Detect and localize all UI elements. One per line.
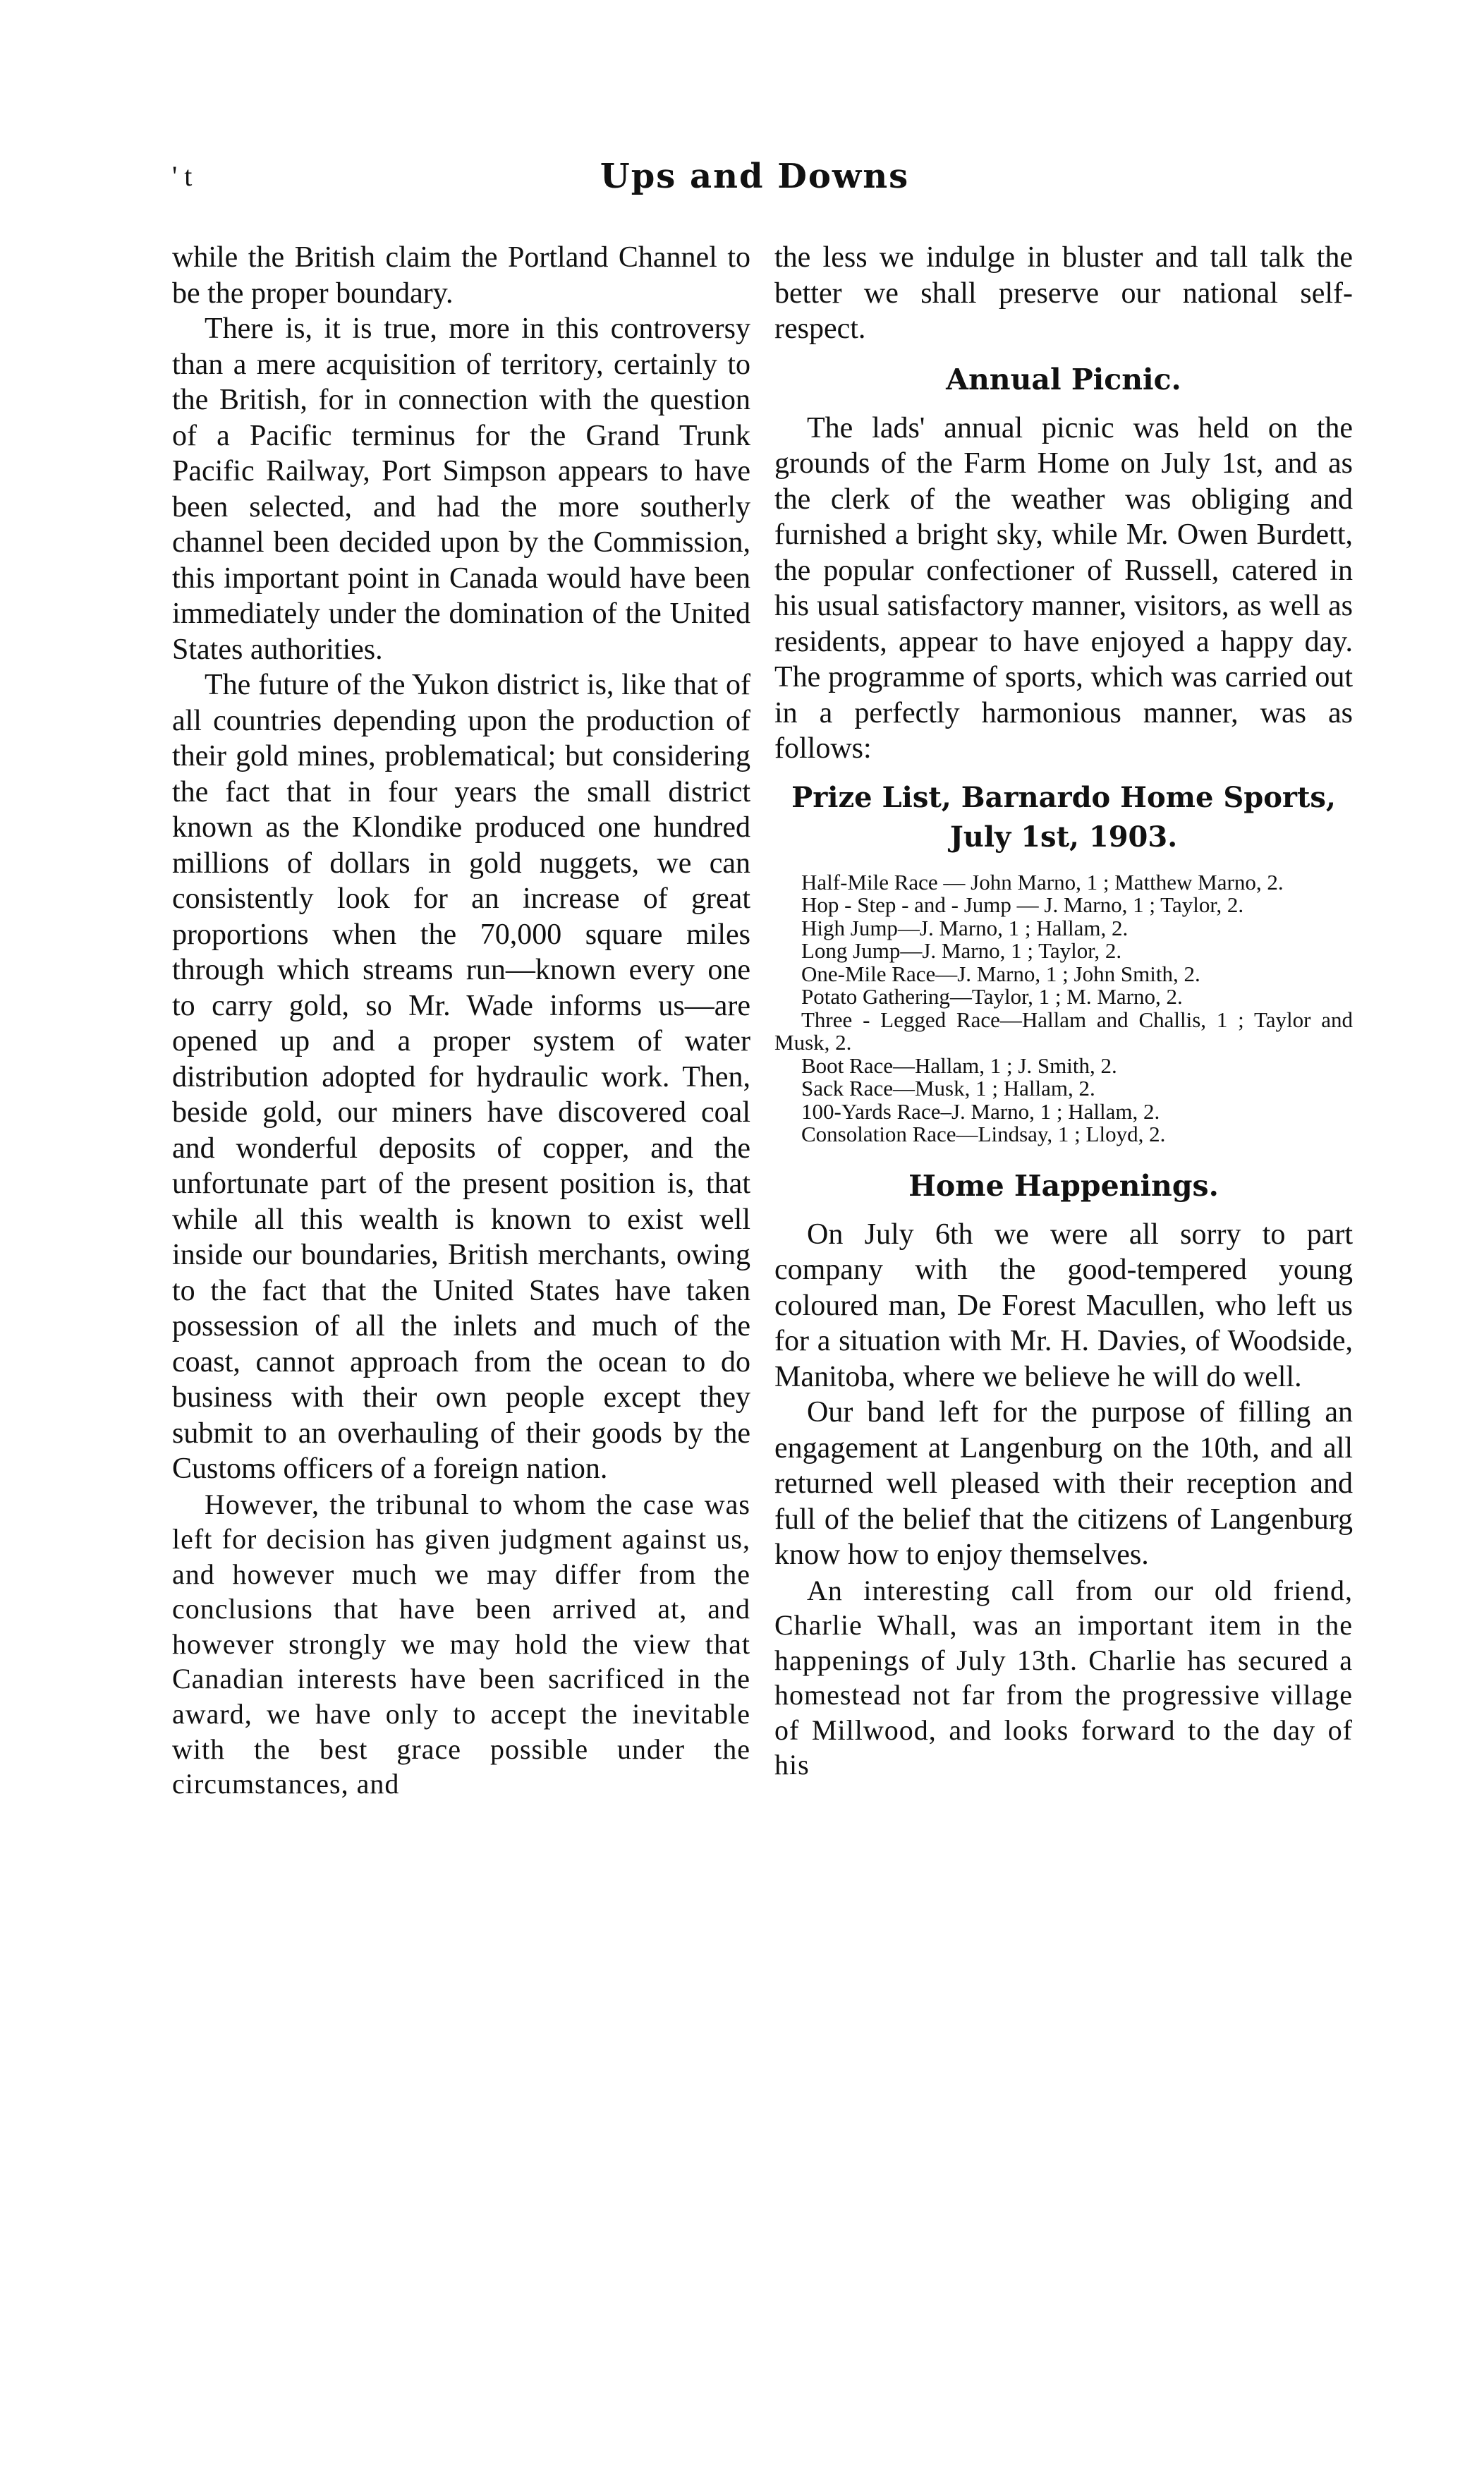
paragraph: However, the tribunal to whom the case was left for decision has given judgment against us, and however much we may differ from the conclusions that have been arrived at, and however strongly we may hold the view that Canadian interests have been sacrificed in the award, we have only to accept the inevitable with the best grace possible under the circumstances, and [172, 1488, 750, 1800]
left-column [172, 240, 750, 1802]
right-column [774, 240, 1353, 1783]
paragraph: The future of the Yukon district is, like that of all countries depending upon the production of their gold mines, problematical; but considering the fact that in four years the small district known as the Klondike produced one hundred millions of dollars in gold nuggets, we can consistently look for an increase of great proportions when the 70,000 square miles through which streams run—known every one to carry gold, so Mr. Wade informs us—are opened up and a proper system of water distribution adopted for hydraulic work. Then, beside gold, our miners have discovered coal and wonderful deposits of copper, and the unfortunate part of the present position is, that while all this wealth is known to exist well inside our boundaries, British merchants, owing to the fact that the United States have taken possession of all the inlets and much of the coast, cannot approach from the ocean to do business with their own people except they submit to an overhauling of their goods by the Customs officers of a foreign nation. [172, 669, 750, 1485]
prize-item: Boot Race—Hallam, 1 ; J. Smith, 2. [801, 1053, 1117, 1078]
prize-item: Sack Race—Musk, 1 ; Hallam, 2. [801, 1076, 1095, 1100]
paragraph: The lads' annual picnic was held on the grounds of the Farm Home on July 1st, and as the clerk of the weather was obliging and furnished a bright sky, while Mr. Owen Burdett, the popular confectioner of Russell, catered in his usual satisfactory manner, visitors, as well as residents, appear to have enjoyed a happy day. The programme of sports, which was carried out in a perfectly harmonious manner, was as follows: [774, 411, 1353, 765]
page-header [172, 157, 1337, 206]
section-heading-annual-picnic: Annual Picnic. [946, 362, 1181, 396]
section-heading-home-happenings: Home Happenings. [908, 1168, 1219, 1203]
prize-item: Three - Legged Race—Hallam and Challis, 1 ; Taylor and Musk, 2. [774, 1007, 1353, 1055]
prize-item: 100-Yards Race–J. Marno, 1 ; Hallam, 2. [801, 1098, 1160, 1124]
paragraph: the less we indulge in bluster and tall talk the better we shall preserve our national self-respect. [774, 241, 1353, 345]
prize-item: Long Jump—J. Marno, 1 ; Taylor, 2. [801, 938, 1122, 963]
prize-item: Half-Mile Race — John Marno, 1 ; Matthew Marno, 2. [801, 869, 1284, 895]
page-number: ' t [172, 160, 193, 192]
paragraph: Our band left for the purpose of filling an engagement at Langenburg on the 10th, and all returned well pleased with their reception and full of the belief that the citizens of Langenburg know how to enjoy themselves. [774, 1396, 1353, 1571]
paragraph: while the British claim the Portland Channel to be the proper boundary. [172, 241, 750, 310]
running-title: Ups and Downs [600, 157, 910, 196]
prize-item: Hop - Step - and - Jump — J. Marno, 1 ; Taylor, 2. [801, 892, 1244, 917]
paragraph: There is, it is true, more in this controversy than a mere acquisition of territory, certainly to the British, for in connection with the question of a Pacific terminus for the Grand Trunk Pacific Railway, Port Simpson appears to have been selected, and had the more southerly channel been decided upon by the Commission, this important point in Canada would have been immediately under the domination of the United States authorities. [172, 313, 750, 666]
paragraph: An interesting call from our old friend, Charlie Whall, was an important item in the happenings of July 13th. Charlie has secured a homestead not far from the progressive village of Millwood, and looks forward to the day of his [774, 1574, 1353, 1781]
prize-list [774, 871, 1353, 1146]
prize-item: One-Mile Race—J. Marno, 1 ; John Smith, 2. [801, 961, 1200, 986]
paragraph: On July 6th we were all sorry to part company with the good-tempered young coloured man, De Forest Macullen, who left us for a situation with Mr. H. Davies, of Woodside, Manitoba, where we believe he will do well. [774, 1218, 1353, 1393]
prize-item: High Jump—J. Marno, 1 ; Hallam, 2. [801, 915, 1129, 940]
prize-item: Potato Gathering—Taylor, 1 ; M. Marno, 2. [801, 984, 1183, 1009]
prize-item: Consolation Race—Lindsay, 1 ; Lloyd, 2. [801, 1122, 1166, 1146]
section-heading-prize-list: Prize List, Barnardo Home Sports, July 1st, 1903. [791, 780, 1336, 854]
